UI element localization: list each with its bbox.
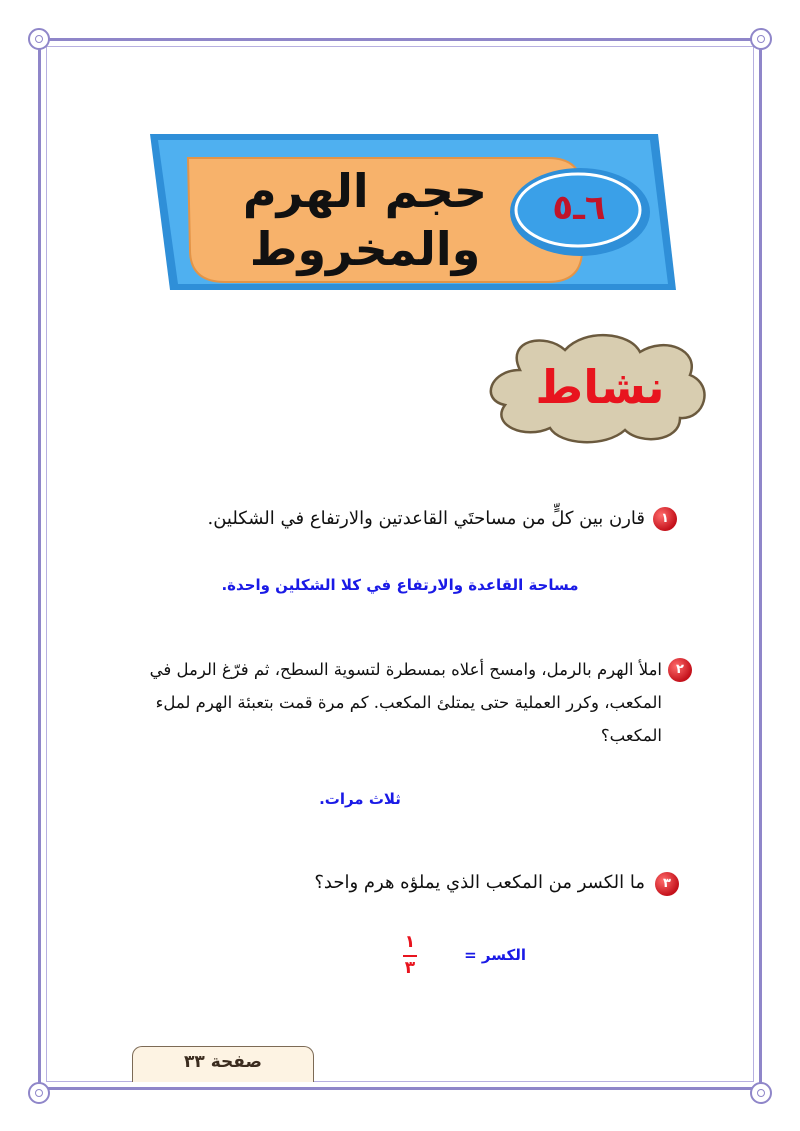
fraction-answer-label: الكسر = xyxy=(464,946,526,964)
fraction-numerator: ١ xyxy=(404,932,416,952)
page-number: صفحة ٣٣ xyxy=(184,1052,262,1072)
question-3-text: ما الكسر من المكعب الذي يملؤه هرم واحد؟ xyxy=(314,872,645,893)
question-2-text-line3: المكعب؟ xyxy=(600,726,662,745)
fraction-denominator: ٣ xyxy=(404,958,416,978)
question-2-answer: ثلاث مرات. xyxy=(319,790,401,808)
frame-corner-ornament xyxy=(28,1082,50,1104)
lesson-title-line2: والمخروط xyxy=(249,222,481,276)
fraction-bar xyxy=(403,955,417,957)
lesson-title-line1: حجم الهرم xyxy=(242,164,488,218)
question-2-text-line1: املأ الهرم بالرمل، وامسح أعلاه بمسطرة لتسوية السطح، ثم فرّغ الرمل في xyxy=(149,660,662,679)
lesson-number: ٦ـ٥ xyxy=(552,188,606,228)
activity-label: نشاط xyxy=(535,360,665,414)
question-2-text-line2: المكعب، وكرر العملية حتى يمتلئ المكعب. كم مرة قمت بتعبئة الهرم لملء xyxy=(155,693,662,712)
frame-corner-ornament xyxy=(750,1082,772,1104)
question-number-badge: ١ xyxy=(653,507,677,531)
question-1-answer: مساحة القاعدة والارتفاع في كلا الشكلين واحدة. xyxy=(221,576,579,594)
question-1-text: قارن بين كلٍّ من مساحتَي القاعدتين والارتفاع في الشكلين. xyxy=(207,508,645,529)
question-number-badge: ٢ xyxy=(668,658,692,682)
question-number-badge: ٣ xyxy=(655,872,679,896)
